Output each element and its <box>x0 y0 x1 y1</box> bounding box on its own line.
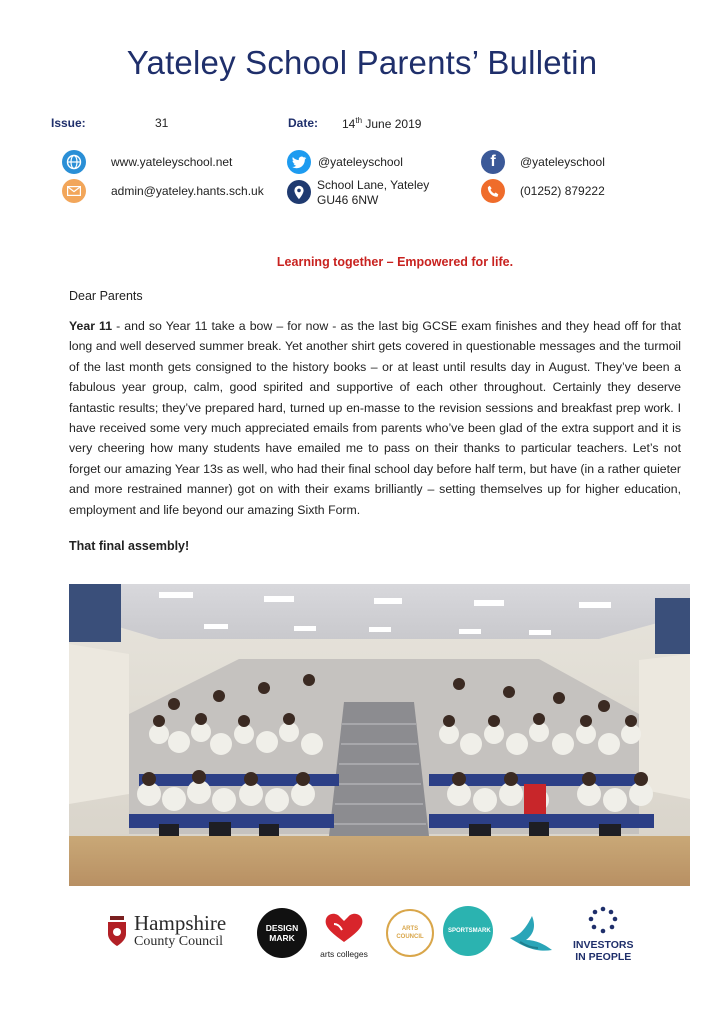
assembly-photo <box>69 584 690 886</box>
website-link[interactable]: www.yateleyschool.net <box>111 154 233 169</box>
facebook-contact[interactable] <box>481 150 605 174</box>
phone-number[interactable]: (01252) 879222 <box>520 183 605 198</box>
salutation: Dear Parents <box>69 289 143 303</box>
twitter-handle[interactable]: @yateleyschool <box>318 154 403 169</box>
arts-colleges-logo: arts colleges <box>320 910 368 959</box>
facebook-icon: f <box>481 150 505 174</box>
sportsmark-logo: SPORTSMARK <box>443 906 493 956</box>
design-mark-logo: DESIGN MARK <box>257 908 307 958</box>
school-motto: Learning together – Empowered for life. <box>276 255 514 269</box>
issue-number: 31 <box>155 116 169 130</box>
phone-icon <box>481 179 505 203</box>
address-contact <box>287 178 429 208</box>
globe-icon <box>62 150 86 174</box>
bulletin-title: Yateley School Parents’ Bulletin <box>126 44 598 81</box>
investor-logo <box>506 908 556 961</box>
investors-ring-icon <box>588 906 618 934</box>
facebook-handle[interactable]: @yateleyschool <box>520 154 605 169</box>
arts-council-logo: ARTS COUNCIL <box>386 909 434 957</box>
date-label: Date: <box>288 116 319 130</box>
body-paragraph: Year 11 - and so Year 11 take a bow – for now - as the last big GCSE exam finishes and they head off for that long and well deserved summer break. Yet another shirt gets covered in questionable messages and the turmoil of the last month gets consigned to the history books – or at least until results day in August. They’ve been a fabulous year group, calm, good spirited and supportive of each other throughout. Certainly they deserve fantastic results; they’ve prepared hard, turned up en-masse to the revision sessions and breakfast prep work. I have received some very much appreciated emails from parents who’ve been glad of the extra support and it is very cheering how many students have emailed me to pass on their thanks to particular teachers. Let’s not forget our amazing Year 13s as well, who had their final school day before half term, but have (in a rather quieter and more restrained manner) got on with their exams brilliantly – setting themselves up for higher education, employment and life beyond our amazing Sixth Form. <box>69 319 681 517</box>
investors-in-people-logo: INVESTORS IN PEOPLE <box>573 906 634 963</box>
envelope-icon <box>62 179 86 203</box>
paragraph-lead: Year 11 <box>69 319 113 333</box>
issue-label: Issue: <box>51 116 86 130</box>
phone-contact[interactable] <box>481 179 605 203</box>
email-link[interactable]: admin@yateley.hants.sch.uk <box>111 183 264 198</box>
arts-colleges-heart-icon <box>320 910 368 944</box>
hampshire-county-council-logo: Hampshire County Council <box>106 912 226 950</box>
website-contact[interactable] <box>62 150 232 174</box>
crest-icon <box>106 914 128 948</box>
twitter-icon <box>287 150 311 174</box>
issue-date: 14th June 2019 <box>342 116 422 131</box>
school-address: School Lane, Yateley GU46 6NW <box>317 178 430 207</box>
section-subheading: That final assembly! <box>69 539 190 553</box>
location-pin-icon <box>287 180 311 204</box>
bird-icon <box>506 908 556 956</box>
email-contact[interactable] <box>62 179 264 203</box>
twitter-contact[interactable] <box>287 150 403 174</box>
